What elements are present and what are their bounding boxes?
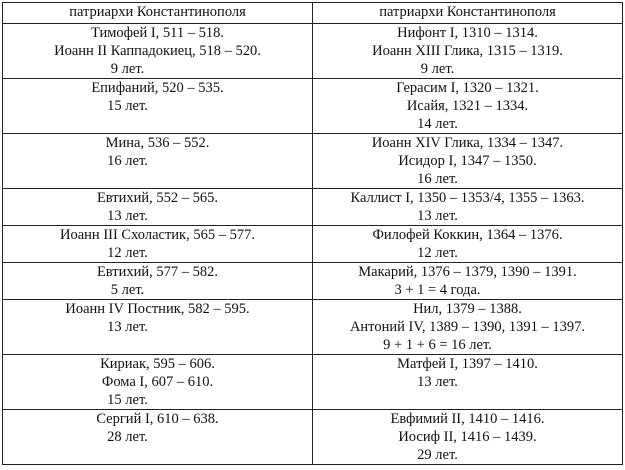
header-left: патриархи Константинополя: [3, 3, 313, 24]
years-total: 13 лет.: [107, 319, 148, 335]
years-total: 13 лет.: [417, 374, 458, 390]
patriarch-entry: Иоанн III Схоластик, 565 – 577.: [60, 227, 255, 243]
patriarch-entry: Епифаний, 520 – 535.: [91, 80, 224, 96]
cell-left: [3, 355, 313, 410]
patriarch-entry: Мина, 536 – 552.: [105, 135, 210, 151]
patriarch-entry: Антоний IV, 1389 – 1390, 1391 – 1397.: [349, 319, 586, 335]
table-row: [3, 410, 623, 465]
table-row: [3, 134, 623, 189]
table-row: [3, 24, 623, 79]
patriarch-entry: Каллист I, 1350 – 1353/4, 1355 – 1363.: [350, 190, 585, 206]
table-row: [3, 226, 623, 263]
patriarch-entry: Иосиф II, 1416 – 1439.: [398, 429, 537, 445]
years-total: 3 + 1 = 4 года.: [394, 282, 481, 298]
patriarch-entry: Евтихий, 577 – 582.: [96, 264, 219, 280]
cell-right: [313, 189, 623, 226]
cell-right: [313, 355, 623, 410]
years-total: 12 лет.: [417, 245, 458, 261]
patriarch-entry: Исайя, 1321 – 1334.: [406, 98, 529, 114]
cell-left: [3, 300, 313, 355]
patriarchs-table: [2, 2, 623, 465]
years-total: 15 лет.: [107, 392, 148, 408]
cell-left: [3, 226, 313, 263]
patriarch-entry: Иоанн II Каппадокиец, 518 – 520.: [54, 43, 261, 59]
cell-left: [3, 263, 313, 300]
years-total: 13 лет.: [417, 208, 458, 224]
cell-left: [3, 24, 313, 79]
table-body: [3, 3, 623, 465]
table-row: [3, 300, 623, 355]
cell-right: [313, 79, 623, 134]
years-total: 9 + 1 + 6 = 16 лет.: [383, 337, 492, 353]
patriarch-entry: Иоанн XIV Глика, 1334 – 1347.: [371, 135, 564, 151]
years-total: 15 лет.: [107, 98, 148, 114]
cell-right: [313, 226, 623, 263]
patriarch-entry: Матфей I, 1397 – 1410.: [397, 356, 538, 372]
patriarch-entry: Нифонт I, 1310 – 1314.: [397, 25, 538, 41]
years-total: 9 лет.: [110, 61, 145, 77]
years-total: 12 лет.: [107, 245, 148, 261]
patriarch-entry: Сергий I, 610 – 638.: [96, 411, 219, 427]
table-row: [3, 79, 623, 134]
patriarch-entry: Евтихий, 552 – 565.: [96, 190, 219, 206]
cell-right: [313, 134, 623, 189]
cell-left: [3, 134, 313, 189]
patriarch-entry: Фома I, 607 – 610.: [101, 374, 214, 390]
years-total: 9 лет.: [420, 61, 455, 77]
patriarch-entry: Тимофей I, 511 – 518.: [90, 25, 225, 41]
patriarch-entry: Исидор I, 1347 – 1350.: [398, 153, 537, 169]
patriarch-entry: Кириак, 595 – 606.: [100, 356, 215, 372]
table-row: [3, 355, 623, 410]
patriarch-entry: Филофей Коккин, 1364 – 1376.: [372, 227, 563, 243]
cell-left: [3, 410, 313, 465]
table-row: [3, 189, 623, 226]
patriarch-entry: Иоанн XIII Глика, 1315 – 1319.: [372, 43, 563, 59]
header-row: [3, 3, 623, 24]
years-total: 16 лет.: [107, 153, 148, 169]
years-total: 29 лет.: [417, 447, 458, 463]
years-total: 5 лет.: [110, 282, 145, 298]
years-total: 28 лет.: [107, 429, 148, 445]
patriarch-entry: Герасим I, 1320 – 1321.: [396, 80, 539, 96]
cell-right: [313, 24, 623, 79]
years-total: 14 лет.: [417, 116, 458, 132]
years-total: 16 лет.: [417, 171, 458, 187]
cell-left: [3, 79, 313, 134]
patriarch-entry: Макарий, 1376 – 1379, 1390 – 1391.: [358, 264, 577, 280]
header-right: патриархи Константинополя: [313, 3, 623, 24]
table-row: [3, 263, 623, 300]
patriarch-entry: Евфимий II, 1410 – 1416.: [390, 411, 545, 427]
cell-right: [313, 410, 623, 465]
cell-left: [3, 189, 313, 226]
patriarch-entry: Иоанн IV Постник, 582 – 595.: [65, 301, 250, 317]
patriarch-entry: Нил, 1379 – 1388.: [413, 301, 522, 317]
years-total: 13 лет.: [107, 208, 148, 224]
cell-right: [313, 263, 623, 300]
cell-right: [313, 300, 623, 355]
